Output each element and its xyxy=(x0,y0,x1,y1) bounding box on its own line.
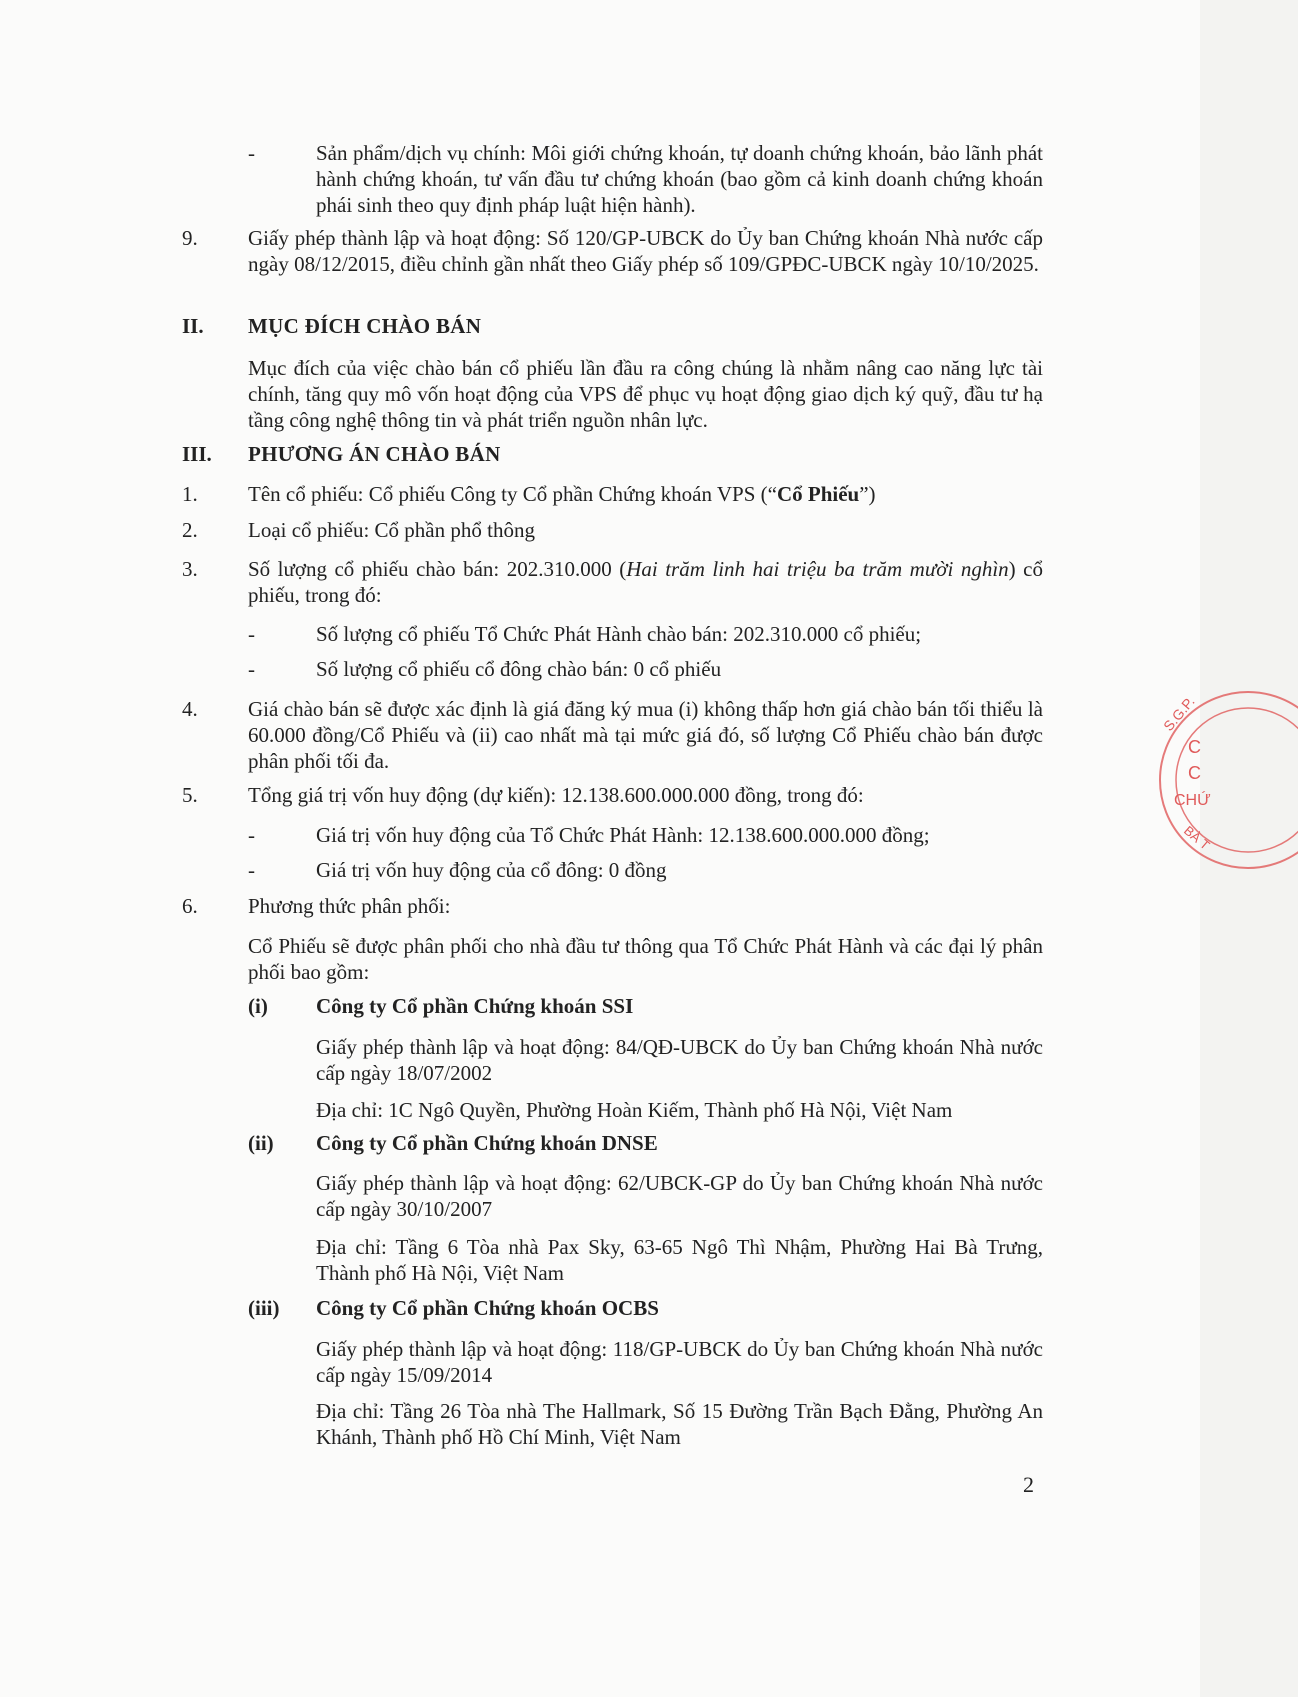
bullet-dash: - xyxy=(248,141,255,165)
item5-text: Tổng giá trị vốn huy động (dự kiến): 12.138.600.000.000 đồng, trong đó: xyxy=(248,783,864,807)
item9-number: 9. xyxy=(182,226,198,250)
item6-body: Cổ Phiếu sẽ được phân phối cho nhà đầu tư thông qua Tổ Chức Phát Hành và các đại lý phân phối bao gồm: xyxy=(248,934,1043,984)
item3-text: Số lượng cổ phiếu chào bán: 202.310.000 (Hai trăm linh hai triệu ba trăm mười nghìn) cổ phiếu, trong đó: xyxy=(248,557,1043,607)
item6-number: 6. xyxy=(182,894,198,918)
agent2-license: Giấy phép thành lập và hoạt động: 62/UBCK-GP do Ủy ban Chứng khoán Nhà nước cấp ngày 30/10/2007 xyxy=(316,1171,1043,1221)
item2-number: 2. xyxy=(182,518,198,542)
agent3-address: Địa chỉ: Tầng 26 Tòa nhà The Hallmark, Số 15 Đường Trần Bạch Đằng, Phường An Khánh, Thành phố Hồ Chí Minh, Việt Nam xyxy=(316,1399,1043,1449)
item4-number: 4. xyxy=(182,697,198,721)
agent2-name: Công ty Cổ phần Chứng khoán DNSE xyxy=(316,1131,658,1155)
company-seal-icon xyxy=(1148,680,1298,880)
svg-text:CHỨ: CHỨ xyxy=(1174,792,1211,809)
page-number: 2 xyxy=(1023,1472,1034,1497)
svg-text:BÀ T: BÀ T xyxy=(1181,822,1213,853)
section2-title: MỤC ĐÍCH CHÀO BÁN xyxy=(248,314,482,338)
bullet-dash: - xyxy=(248,622,255,646)
item8-product-text: Sản phẩm/dịch vụ chính: Môi giới chứng khoán, tự doanh chứng khoán, bảo lãnh phát hành chứng khoán, tư vấn đầu tư chứng khoán (bao gồm cả kinh doanh chứng khoán phái sinh theo quy định pháp luật hiện hành). xyxy=(316,141,1043,217)
agent1-license: Giấy phép thành lập và hoạt động: 84/QĐ-UBCK do Ủy ban Chứng khoán Nhà nước cấp ngày 18/07/2002 xyxy=(316,1035,1043,1085)
item6-text: Phương thức phân phối: xyxy=(248,894,451,918)
item3-bullet-2: Số lượng cổ phiếu cổ đông chào bán: 0 cổ phiếu xyxy=(316,657,722,681)
item5-bullet-2: Giá trị vốn huy động của cổ đông: 0 đồng xyxy=(316,858,667,882)
item1-text: Tên cổ phiếu: Cổ phiếu Công ty Cổ phần Chứng khoán VPS (“Cổ Phiếu”) xyxy=(248,482,876,506)
svg-text:S.G.P.: S.G.P. xyxy=(1160,693,1198,734)
agent1-name: Công ty Cổ phần Chứng khoán SSI xyxy=(316,994,634,1018)
item9-text: Giấy phép thành lập và hoạt động: Số 120/GP-UBCK do Ủy ban Chứng khoán Nhà nước cấp ngày 08/12/2015, điều chỉnh gần nhất theo Giấy phép số 109/GPĐC-UBCK ngày 10/10/2025. xyxy=(248,226,1043,276)
agent3-name: Công ty Cổ phần Chứng khoán OCBS xyxy=(316,1296,659,1320)
bullet-dash: - xyxy=(248,657,255,681)
agent1-number: (i) xyxy=(248,994,268,1018)
section3-number: III. xyxy=(182,442,212,466)
item3-bullet-1: Số lượng cổ phiếu Tổ Chức Phát Hành chào bán: 202.310.000 cổ phiếu; xyxy=(316,622,922,646)
item3-number: 3. xyxy=(182,557,198,581)
agent3-number: (iii) xyxy=(248,1296,280,1320)
agent1-address: Địa chỉ: 1C Ngô Quyền, Phường Hoàn Kiếm, Thành phố Hà Nội, Việt Nam xyxy=(316,1098,953,1122)
bullet-dash: - xyxy=(248,858,255,882)
section3-title: PHƯƠNG ÁN CHÀO BÁN xyxy=(248,442,501,466)
svg-text:C: C xyxy=(1188,737,1201,757)
agent3-license: Giấy phép thành lập và hoạt động: 118/GP-UBCK do Ủy ban Chứng khoán Nhà nước cấp ngày 15/09/2014 xyxy=(316,1337,1043,1387)
item1-number: 1. xyxy=(182,482,198,506)
agent2-number: (ii) xyxy=(248,1131,274,1155)
item5-number: 5. xyxy=(182,783,198,807)
section2-number: II. xyxy=(182,314,204,338)
item5-bullet-1: Giá trị vốn huy động của Tổ Chức Phát Hành: 12.138.600.000.000 đồng; xyxy=(316,823,930,847)
item4-text: Giá chào bán sẽ được xác định là giá đăng ký mua (i) không thấp hơn giá chào bán tối thiểu là 60.000 đồng/Cổ Phiếu và (ii) cao nhất mà tại mức giá đó, số lượng Cổ Phiếu chào bán được phân phối tối đa. xyxy=(248,697,1043,773)
item2-text: Loại cổ phiếu: Cổ phần phổ thông xyxy=(248,518,535,542)
bullet-dash: - xyxy=(248,823,255,847)
agent2-address: Địa chỉ: Tầng 6 Tòa nhà Pax Sky, 63-65 Ngô Thì Nhậm, Phường Hai Bà Trưng, Thành phố Hà Nội, Việt Nam xyxy=(316,1235,1043,1285)
svg-text:C: C xyxy=(1188,763,1201,783)
section2-body: Mục đích của việc chào bán cổ phiếu lần đầu ra công chúng là nhằm nâng cao năng lực tài chính, tăng quy mô vốn hoạt động của VPS để phục vụ hoạt động giao dịch ký quỹ, đầu tư hạ tầng công nghệ thông tin và phát triển nguồn nhân lực. xyxy=(248,356,1043,432)
